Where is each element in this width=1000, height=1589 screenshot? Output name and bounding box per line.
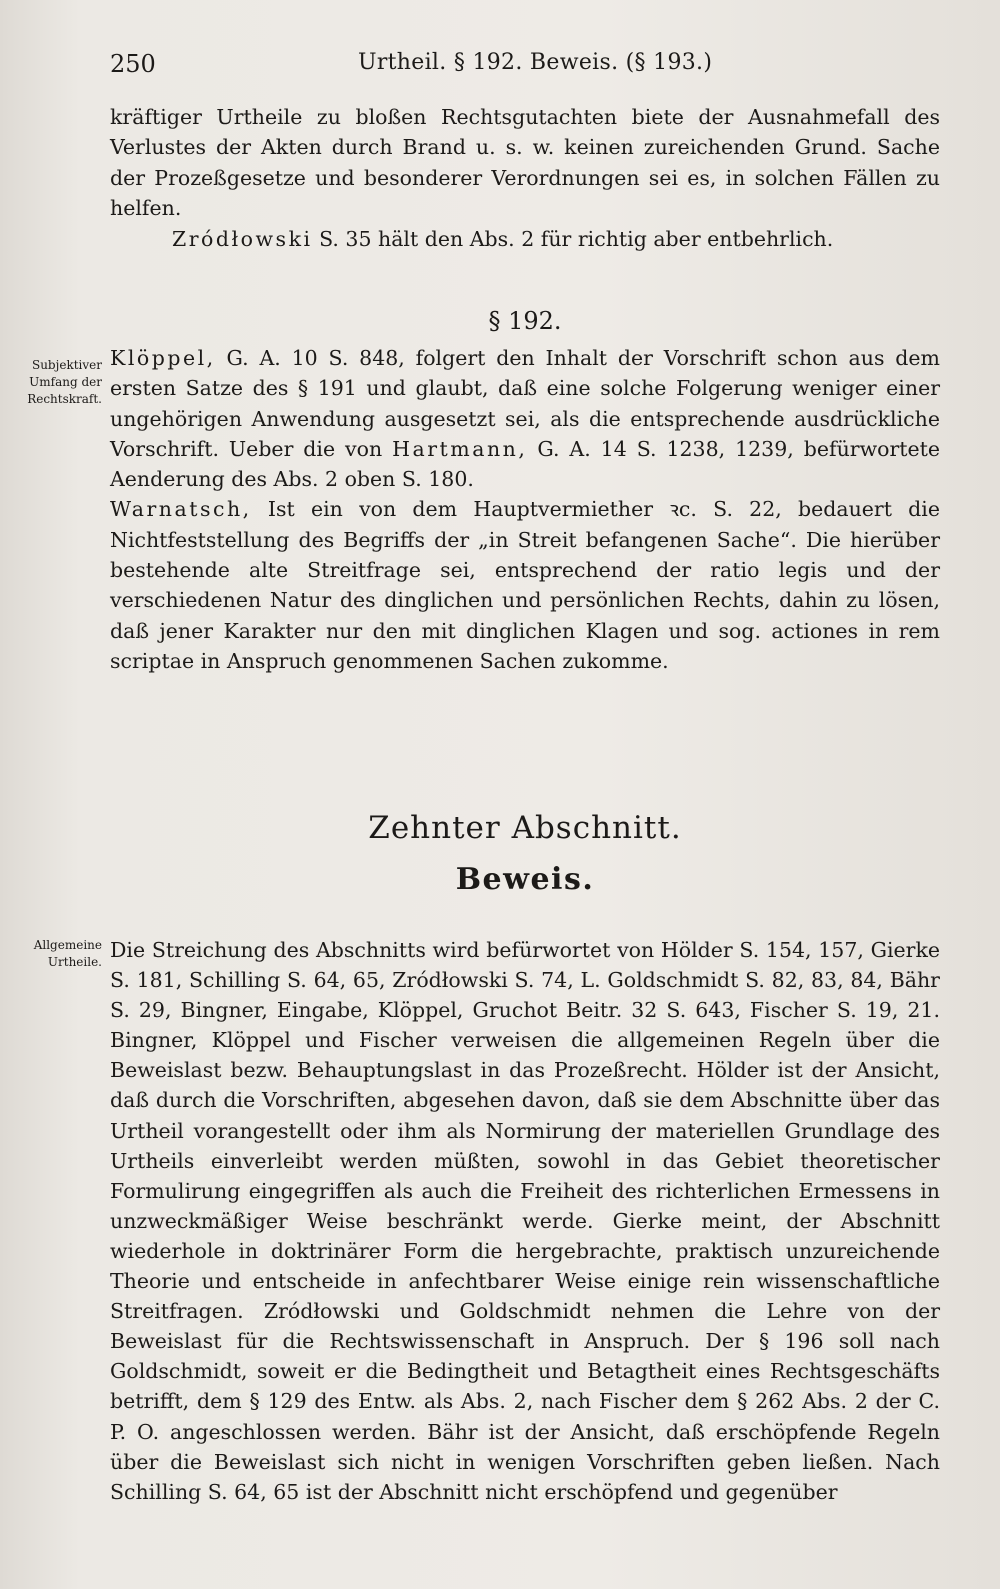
paragraph bbox=[110, 343, 940, 494]
author-name: Hartmann, bbox=[392, 436, 528, 461]
author-name: Zródłowski bbox=[172, 226, 313, 251]
paragraph-text: G. A. 10 S. 848, folgert den Inhalt der Vorschrift schon aus dem ersten Satze des § 191 und glaubt, daß eine solche Folgerung weniger einer ungehörigen Anwendung ausgesetzt sei, als die entsprechende ausdrückliche Vorschrift. Ueber die von bbox=[110, 346, 940, 461]
section-text-block bbox=[110, 343, 940, 676]
paragraph-text: S. 35 hält den Abs. 2 für richtig aber entbehrlich. bbox=[312, 226, 834, 251]
paragraph bbox=[110, 224, 940, 254]
author-name: Klöppel, bbox=[110, 346, 216, 370]
page-number: 250 bbox=[110, 50, 156, 78]
chapter-title: Zehnter Abschnitt. bbox=[368, 810, 682, 846]
margin-note: Allgemeine Urtheile. bbox=[33, 938, 102, 969]
page-header bbox=[110, 50, 940, 90]
section-heading: § 192. bbox=[488, 307, 562, 335]
author-name: Warnatsch, bbox=[110, 497, 252, 522]
running-head: Urtheil. § 192. Beweis. (§ 193.) bbox=[358, 50, 713, 75]
paragraph bbox=[110, 494, 940, 676]
paragraph-text: Ist ein von dem Hauptvermiether ꝛc. S. 22, bedauert die Nichtfeststellung des Begriffs der „in Streit befangenen Sache“. Die hierüber bestehende alte Streitfrage sei, entsprechend der ratio legis und der verschiedenen Natur des dinglichen und persönlichen Rechts, dahin zu lösen, daß jener Karakter nur den mit dinglichen Klagen und sog. actiones in rem scriptae in Anspruch genommenen Sachen zukomme. bbox=[110, 497, 940, 673]
chapter-text-block bbox=[110, 935, 940, 1507]
margin-note: Subjektiver Umfang der Rechtskraft. bbox=[27, 358, 102, 406]
paragraph-text: G. A. 14 S. 1238, 1239, befürwortete Aenderung des Abs. 2 oben S. 180. bbox=[110, 436, 940, 492]
paragraph: kräftiger Urtheile zu bloßen Rechtsgutachten biete der Ausnahmefall des Verlustes der Akten durch Brand u. s. w. keinen zureichenden Grund. Sache der Prozeßgesetze und besonderer Verordnungen sei es, in solchen Fällen zu helfen. bbox=[110, 105, 940, 221]
paragraph: Die Streichung des Abschnitts wird befürwortet von Hölder S. 154, 157, Gierke S. 181, Schilling S. 64, 65, Zródłowski S. 74, L. Goldschmidt S. 82, 83, 84, Bähr S. 29, Bingner, Eingabe, Klöppel, Gruchot Beitr. 32 S. 643, Fischer S. 19, 21. Bingner, Klöppel und Fischer verweisen die allgemeinen Regeln über die Beweislast bezw. Behauptungslast in das Prozeßrecht. Hölder ist der Ansicht, daß durch die Vorschriften, abgesehen davon, daß sie dem Abschnitte über das Urtheil vorangestellt oder ihm als Normirung der materiellen Grundlage des Urtheils einverleibt werden müßten, sowohl in das Gebiet theoretischer Formulirung eingegriffen als auch die Freiheit des richterlichen Ermessens in unzweckmäßiger Weise beschränkt werde. Gierke meint, der Abschnitt wiederhole in doktrinärer Form die hergebrachte, praktisch unzureichende Theorie und entscheide in anfechtbarer Weise einige rein wissenschaftliche Streitfragen. Zródłowski und Goldschmidt nehmen die Lehre von der Beweislast für die Rechtswissenschaft in Anspruch. Der § 196 soll nach Goldschmidt, soweit er die Bedingtheit und Betagtheit eines Rechtsgeschäfts betrifft, dem § 129 des Entw. als Abs. 2, nach Fischer dem § 262 Abs. 2 der C. P. O. angeschlossen werden. Bähr ist der Ansicht, daß erschöpfende Regeln über die Beweislast sich nicht in wenigen Vorschriften geben ließen. Nach Schilling S. 64, 65 ist der Abschnitt nicht erschöpfend und gegenüber bbox=[110, 938, 940, 1504]
top-text-block bbox=[110, 102, 940, 254]
chapter-subtitle: Beweis. bbox=[455, 862, 595, 897]
